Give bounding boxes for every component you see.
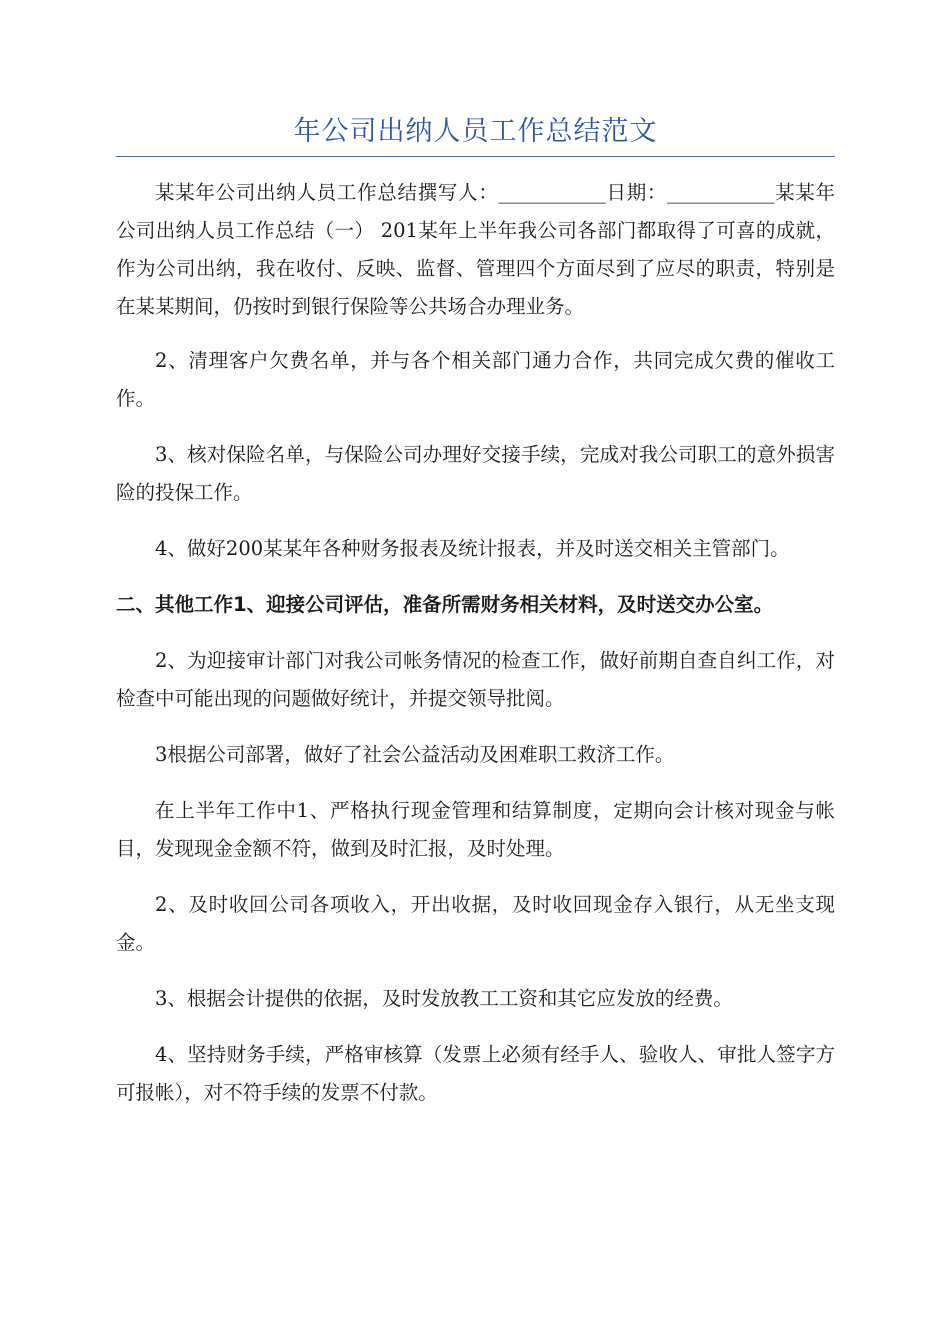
section-heading-other-work: 二、其他工作1、迎接公司评估，准备所需财务相关材料，及时送交办公室。 [116, 593, 774, 616]
paragraph-intro: 某某年公司出纳人员工作总结撰写人：___________日期：___________某某年公司出纳人员工作总结（一） 201某年上半年我公司各部门都取得了可喜的成就，作为公司出纳，我在收付、反映、监督、管理四个方面尽到了应尽的职责，特别是在某某期间，仍按时到银行保险等公共场合办理业务。 [116, 181, 835, 318]
paragraph-wages: 3、根据会计提供的依据，及时发放教工工资和其它应发放的经费。 [155, 987, 733, 1010]
paragraph-item-2: 2、清理客户欠费名单，并与各个相关部门通力合作，共同完成欠费的催收工作。 [116, 349, 835, 410]
paragraph-income: 2、及时收回公司各项收入，开出收据，及时收回现金存入银行，从无坐支现金。 [116, 893, 835, 954]
paragraph-procedures: 4、坚持财务手续，严格审核算（发票上必须有经手人、验收人、审批人签字方可报帐），对不符手续的发票不付款。 [116, 1043, 835, 1104]
document-title: 年公司出纳人员工作总结范文 [293, 116, 658, 147]
paragraph-item-4: 4、做好200某某年各种财务报表及统计报表，并及时送交相关主管部门。 [155, 537, 790, 560]
document-body [116, 174, 835, 1130]
paragraph-audit: 2、为迎接审计部门对我公司帐务情况的检查工作，做好前期自查自纠工作，对检查中可能出现的问题做好统计，并提交领导批阅。 [116, 649, 835, 710]
paragraph-cash-management: 在上半年工作中1、严格执行现金管理和结算制度，定期向会计核对现金与帐目，发现现金金额不符，做到及时汇报，及时处理。 [116, 799, 835, 860]
paragraph-charity: 3根据公司部署，做好了社会公益活动及困难职工救济工作。 [155, 743, 675, 766]
title-block [116, 112, 835, 157]
paragraph-item-3: 3、核对保险名单，与保险公司办理好交接手续，完成对我公司职工的意外损害险的投保工作。 [116, 443, 835, 504]
